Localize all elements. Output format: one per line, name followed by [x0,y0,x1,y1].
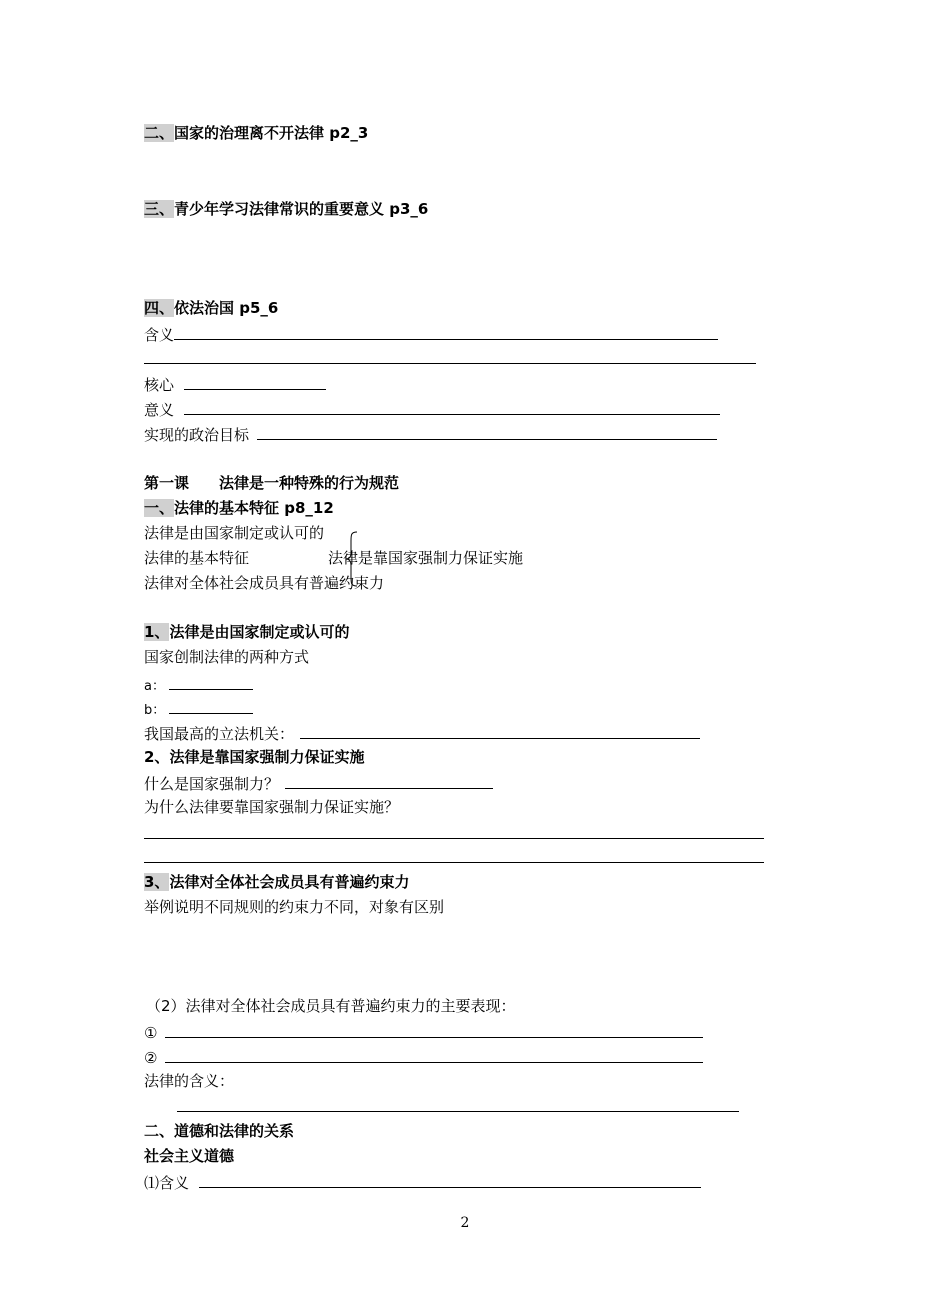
brace-icon [345,531,359,587]
section-title: 青少年学习法律常识的重要意义 p3_6 [174,200,429,218]
part2-heading: 二、道德和法律的关系 [144,1122,295,1140]
b-label: b： [144,703,166,718]
highest-org-row [144,722,700,744]
meaning-blank-2[interactable] [144,363,756,364]
heading-title: 法律对全体社会成员具有普遍约束力 [169,873,410,891]
goal-label: 实现的政治目标 [144,426,250,444]
item-1-marker: ① [144,1024,158,1042]
section-number: 四、 [144,299,175,317]
significance-blank[interactable] [184,398,720,415]
why-force-blank-2[interactable] [144,862,764,863]
feature-2: 法律是靠国家强制力保证实施 [328,549,524,567]
what-force-label: 什么是国家强制力？ [144,775,280,793]
item-1-row [144,1021,703,1043]
what-force-row [144,772,493,794]
section-title: 国家的治理离不开法律 p2_3 [174,124,369,142]
law-meaning-label: 法律的含义： [144,1072,235,1090]
meaning-row [144,323,718,345]
section-heading-2 [144,123,368,143]
goal-row [144,423,717,445]
meaning-label: ⑴含义 [144,1174,190,1192]
a-label: a： [144,679,165,694]
heading-2 [144,747,364,767]
feature-1: 法律是由国家制定或认可的 [144,524,325,542]
heading-number: 2、 [144,748,170,766]
what-force-blank[interactable] [285,772,493,789]
section-number: 二、 [144,124,175,142]
core-label: 核心 [144,376,175,394]
heading-3 [144,872,409,892]
socialist-morality-meaning-row [144,1171,701,1193]
q2-text: （2）法律对全体社会成员具有普遍约束力的主要表现： [146,997,516,1015]
highest-org-blank[interactable] [300,722,700,739]
example-text: 举例说明不同规则的约束力不同，对象有区别 [144,898,445,916]
heading-title: 法律是由国家制定或认可的 [169,623,350,641]
significance-label: 意义 [144,401,175,419]
heading-number: 3、 [144,873,170,891]
highest-org-label: 我国最高的立法机关： [144,725,295,743]
item-2-marker: ② [144,1049,158,1067]
item-2-blank[interactable] [165,1046,703,1063]
page-number: 2 [460,1215,470,1231]
heading-title: 法律是靠国家强制力保证实施 [169,748,365,766]
goal-blank[interactable] [257,423,717,440]
section-heading-3 [144,199,428,219]
item-1-blank[interactable] [165,1021,703,1038]
significance-row [144,398,720,420]
item-2-row [144,1046,703,1068]
two-ways-text: 国家创制法律的两种方式 [144,648,310,666]
meaning-blank[interactable] [174,323,718,340]
part-title: 法律的基本特征 p8_12 [174,499,334,517]
section-heading-4 [144,298,278,318]
part2-subtitle: 社会主义道德 [144,1147,235,1165]
section-number: 三、 [144,200,175,218]
law-meaning-blank[interactable] [177,1111,739,1112]
way-a-blank[interactable] [169,673,253,690]
part-number: 一、 [144,499,175,517]
heading-1 [144,622,349,642]
core-row [144,373,326,395]
section-title: 依法治国 p5_6 [174,299,279,317]
way-a-row [144,673,253,697]
feature-3: 法律对全体社会成员具有普遍约束力 [144,574,385,592]
part1-heading [144,498,334,518]
morality-meaning-blank[interactable] [199,1171,701,1188]
meaning-label: 含义 [144,326,175,344]
way-b-row [144,697,253,721]
heading-number: 1、 [144,623,170,641]
feature-label: 法律的基本特征 [144,549,250,567]
core-blank[interactable] [184,373,326,390]
way-b-blank[interactable] [169,697,253,714]
why-force-text: 为什么法律要靠国家强制力保证实施？ [144,798,400,816]
lesson-title: 第一课 法律是一种特殊的行为规范 [144,474,400,492]
why-force-blank-1[interactable] [144,838,764,839]
